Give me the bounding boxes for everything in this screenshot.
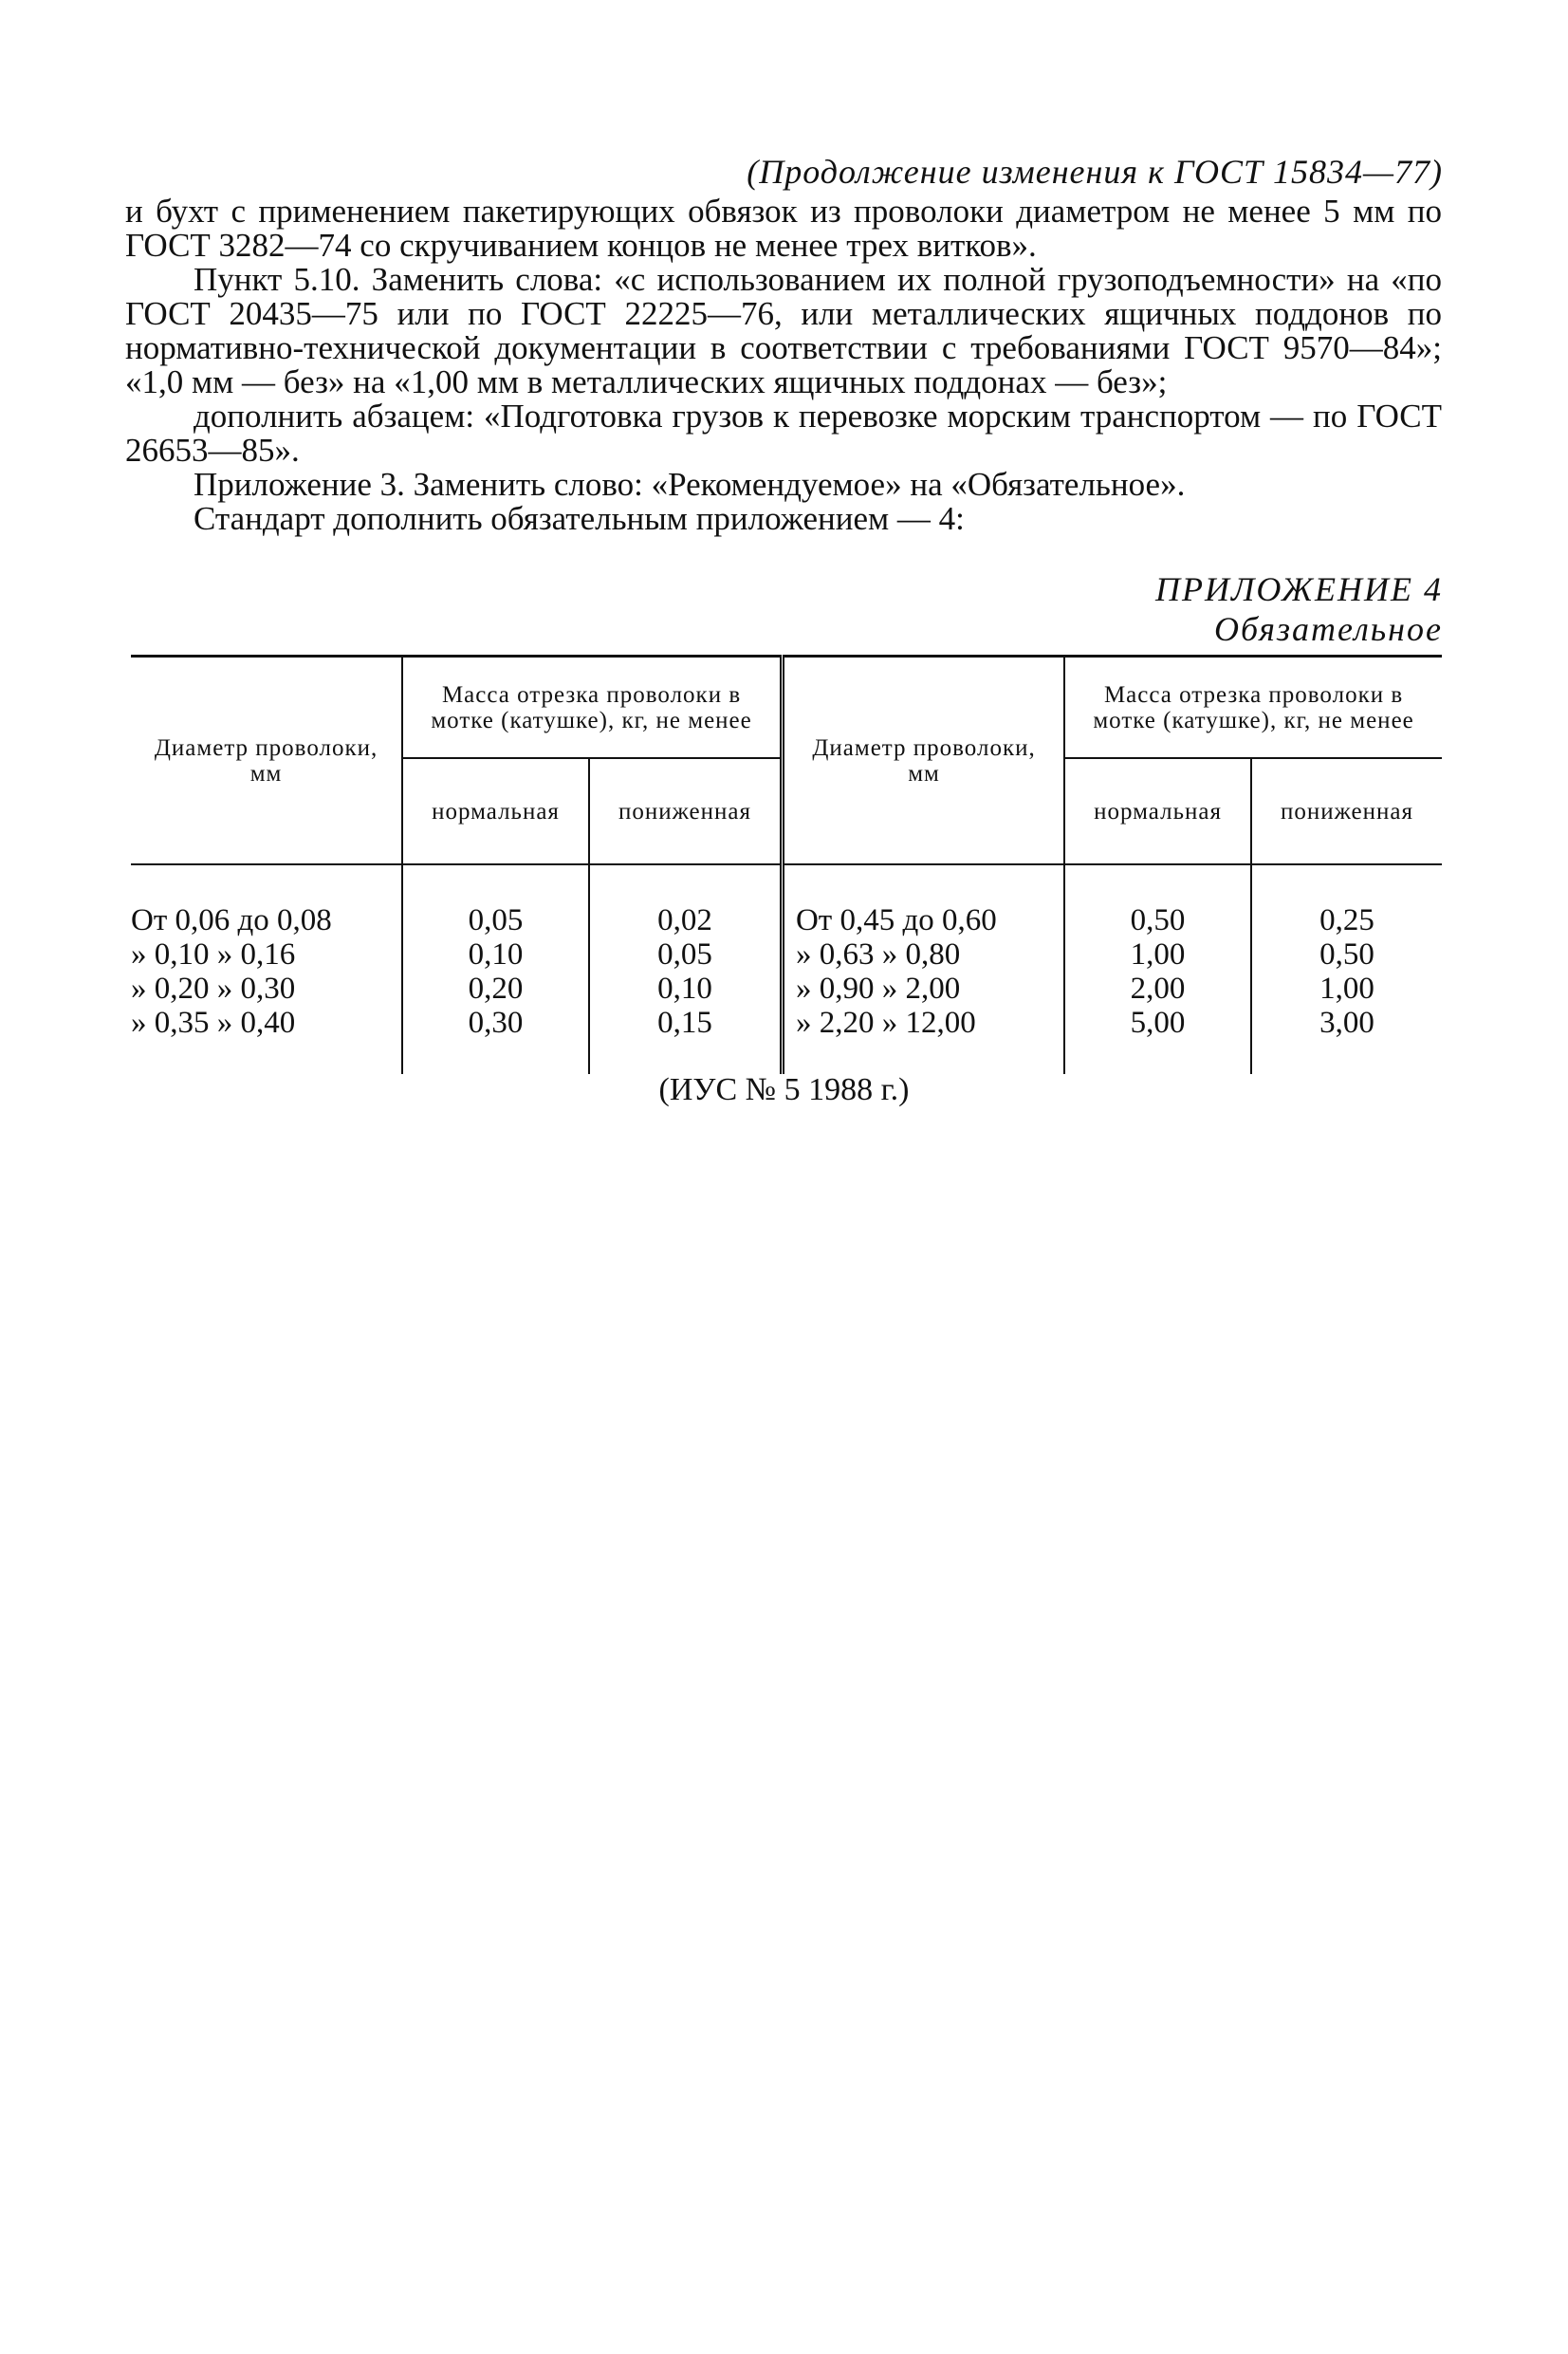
diameter-cell: От 0,45 до 0,60 [795,903,997,937]
value-cell: 0,05 [468,903,524,937]
value-cell: 0,50 [1319,937,1374,972]
appendix-title: ПРИЛОЖЕНИЕ 4 [1155,570,1443,608]
value-cell: 0,10 [657,972,712,1006]
value-cell: 0,10 [468,937,524,972]
diameter-cell: » 0,20 » 0,30 [131,972,296,1006]
value-cell: 0,20 [468,972,524,1006]
header-reduced-right: пониженная [1251,758,1442,864]
paragraph-4: Приложение 3. Заменить слово: «Рекомендуемое» на «Обязательное». [194,466,1186,503]
diameter-cell: » 2,20 » 12,00 [795,1006,976,1040]
value-cell: 0,15 [657,1006,712,1040]
value-cell: 0,05 [657,937,712,972]
header-normal-right: нормальная [1064,758,1251,864]
header-reduced-left: пониженная [589,758,783,864]
header-normal-left: нормальная [402,758,589,864]
value-cell: 0,02 [657,903,712,937]
reduced-list-left [589,864,783,1074]
diameter-list-right [782,864,1064,1074]
paragraph-3: дополнить абзацем: «Подготовка грузов к перевозке морским транспортом — по ГОСТ 26653—85». [125,398,1442,469]
header-diameter-left: Диаметр проволоки, мм [131,657,402,865]
paragraph-5: Стандарт дополнить обязательным приложением — 4: [194,500,965,537]
diameter-cell: От 0,06 до 0,08 [131,903,332,937]
value-cell: 0,25 [1319,903,1374,937]
diameter-cell: » 0,63 » 0,80 [795,937,961,972]
normal-list-right [1064,864,1251,1074]
amendment-text [125,195,1442,536]
paragraph-1: и бухт с применением пакетирующих обвязок из проволоки диаметром не менее 5 мм по ГОСТ 3282—74 со скручиванием концов не менее трех витков». [125,193,1442,264]
value-cell: 3,00 [1319,1006,1374,1040]
normal-list-left [402,864,589,1074]
header-diameter-right: Диаметр проволоки, мм [782,657,1064,865]
appendix-heading [1155,569,1443,649]
diameter-cell: » 0,90 » 2,00 [795,972,961,1006]
value-cell: 0,30 [468,1006,524,1040]
header-mass-right: Масса отрезка проволоки в мотке (катушке), кг, не менее [1064,657,1442,759]
value-cell: 0,50 [1130,903,1186,937]
reduced-list-right [1251,864,1442,1074]
diameter-cell: » 0,35 » 0,40 [131,1006,296,1040]
value-cell: 5,00 [1130,1006,1186,1040]
value-cell: 2,00 [1130,972,1186,1006]
value-cell: 1,00 [1319,972,1374,1006]
header-mass-left: Масса отрезка проволоки в мотке (катушке), кг, не менее [402,657,782,759]
diameter-cell: » 0,10 » 0,16 [131,937,296,972]
paragraph-2: Пункт 5.10. Заменить слова: «с использованием их полной грузоподъемности» на «по ГОСТ 20435—75 или по ГОСТ 22225—76, или металлических ящичных поддонов по нормативно-технической документации в соответствии с требованиями ГОСТ 9570—84»; «1,0 мм — без» на «1,00 мм в металлических ящичных поддонах — без»; [125,261,1442,400]
diameter-list-left [131,864,402,1074]
appendix-subtitle: Обязательное [1214,610,1443,648]
running-head: (Продолжение изменения к ГОСТ 15834—77) [747,153,1443,191]
source-reference: (ИУС № 5 1988 г.) [658,1072,910,1107]
value-cell: 1,00 [1130,937,1186,972]
wire-mass-table [131,655,1442,1074]
